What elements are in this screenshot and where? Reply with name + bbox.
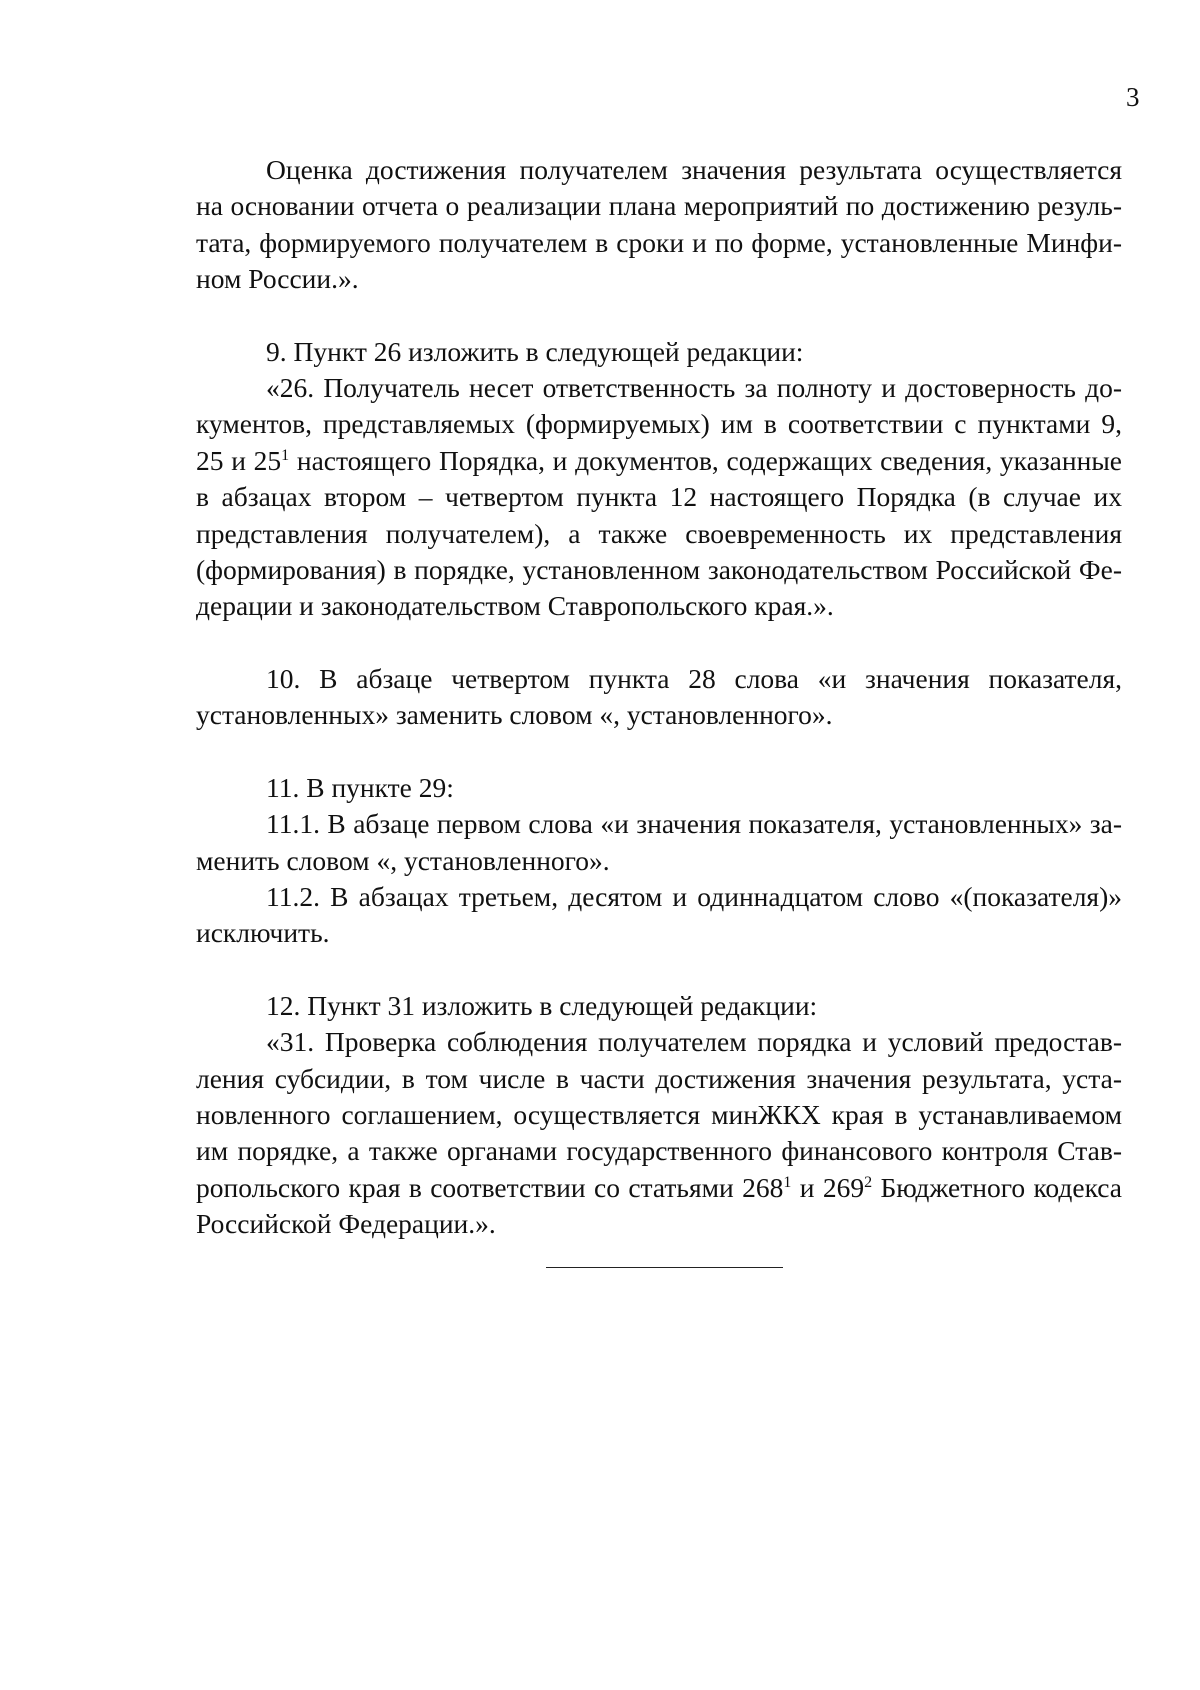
item-9-quoted-text [196, 370, 1122, 625]
item-9-heading: 9. Пункт 26 изложить в следующей редакции: [266, 335, 804, 367]
item-12-text-part-a: «31. Проверка соблюдения получателем порядка и условий предоставления субсидии, в том числе в части достижения значения результата, установленного соглашением, осуществляется минЖКХ края в устанавливаемом им порядке, а также органами государственного финансового контроля Ставропольского края в соответствии со статьями 268 [196, 1026, 1122, 1203]
paragraph-gap [196, 625, 1122, 661]
item-12-text-part-c: Бюджетного кодекса Российской Федерации.». [196, 1171, 1122, 1240]
paragraph-gap [196, 298, 1122, 334]
item-11-heading: 11. В пункте 29: [266, 771, 454, 803]
superscript-1: 1 [281, 446, 290, 464]
item-11-1-text: 11.1. В абзаце первом слова «и значения показателя, установленных» заменить словом «, установленного». [196, 808, 1122, 876]
superscript-1: 1 [783, 1173, 792, 1191]
item-12-heading: 12. Пункт 31 изложить в следующей редакции: [266, 989, 818, 1021]
paragraph-gap [196, 952, 1122, 988]
item-12-text-part-b: и 269 [791, 1171, 865, 1203]
item-9-text-part-a: «26. Получатель несет ответственность за полноту и достоверность документов, представляемых (формируемых) им в соответствии с пунктами 9, 25 и 25 [196, 372, 1122, 476]
paragraph-gap [196, 734, 1122, 770]
paragraph-result-assessment: Оценка достижения получателем значения результата осуществляется на основании отчета о реализации плана мероприятий по достижению результата, формируемого получателем в сроки и по форме, установленные Минфином России.». [196, 154, 1122, 295]
superscript-2: 2 [864, 1173, 873, 1191]
item-11-2-text: 11.2. В абзацах третьем, десятом и одиннадцатом слово «(показателя)» исключить. [196, 880, 1122, 949]
item-10-text: 10. В абзаце четвертом пункта 28 слова «и значения показателя, установленных» заменить словом «, установленного». [196, 662, 1122, 731]
item-12-quoted-text [196, 1024, 1122, 1242]
document-body [196, 152, 1122, 1243]
item-9-text-part-b: настоящего Порядка, и документов, содержащих сведения, указанные в абзацах втором – четвертом пункта 12 настоящего Порядка (в случае их представления получателем), а также своевременность их представления (формирования) в порядке, установленном законодательством Российской Федерации и законодательством Ставропольского края.». [196, 444, 1123, 622]
end-of-document-rule [546, 1267, 783, 1268]
page-number: 3 [1126, 82, 1140, 112]
